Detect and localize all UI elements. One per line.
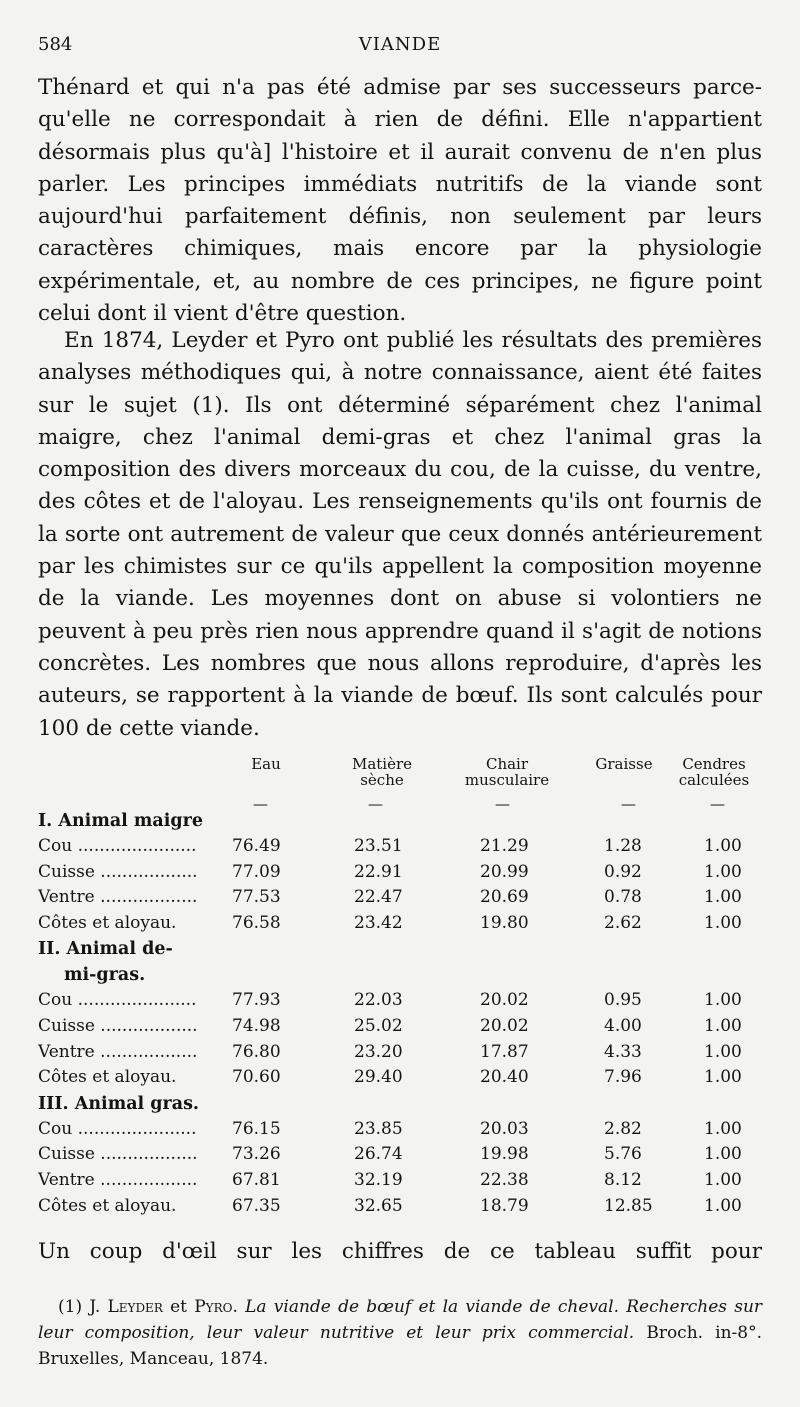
header-eau — [236, 756, 296, 772]
cell-chair: 19.98 — [480, 1144, 529, 1165]
group-heading — [38, 1091, 762, 1117]
cell-matiere: 22.47 — [354, 887, 403, 908]
cell-eau: 76.58 — [232, 912, 281, 933]
cell-chair: 19.80 — [480, 912, 529, 933]
paragraph-2: En 1874, Leyder et Pyro ont publié les résultats des premières analyses méthodiques qui, à notre connaissance, aient été faites sur le sujet (1). Ils ont déterminé séparément chez l'animal maigre, chez l'animal demi-gras et chez l'animal gras la composition des divers morceaux du cou, de la cuisse, du ventre, des côtes et de l'aloyau. Les renseignements qu'ils ont fournis de la sorte ont autrement de valeur que ceux donnés antérieurement par les chimistes sur ce qu'ils appellent la composition moyenne de la viande. Les moyennes dont on abuse si volontiers ne peuvent à peu près rien nous apprendre quand il s'agit de notions concrètes. Les nombres que nous allons reproduire, d'après les auteurs, se rapportent à la viande de bœuf. Ils sont calculés pour 100 de cette viande. — [38, 328, 762, 741]
cell-chair: 20.03 — [480, 1118, 529, 1139]
cell-chair: 22.38 — [480, 1169, 529, 1190]
cell-graisse: 0.78 — [604, 887, 642, 908]
header-chair-line1: Chair — [485, 755, 529, 773]
table-row — [38, 1040, 762, 1066]
row-label: Ventre ..... — [38, 1168, 198, 1194]
cell-matiere: 26.74 — [354, 1144, 403, 1165]
cell-eau: 73.26 — [232, 1144, 281, 1165]
row-label: Côtes et aloyau. — [38, 1067, 177, 1088]
cell-chair: 20.02 — [480, 1015, 529, 1036]
cell-cendres: 1.00 — [704, 1041, 742, 1062]
cell-eau: 77.93 — [232, 990, 281, 1011]
cell-cendres: 1.00 — [704, 1015, 742, 1036]
row-label: Ventre ..... — [38, 885, 198, 911]
cell-chair: 18.79 — [480, 1195, 529, 1216]
cell-eau: 67.35 — [232, 1195, 281, 1216]
cell-matiere: 25.02 — [354, 1015, 403, 1036]
cell-cendres: 1.00 — [704, 1118, 742, 1139]
cell-eau: 76.80 — [232, 1041, 281, 1062]
header-dash: — — [710, 795, 725, 813]
cell-cendres: 1.00 — [704, 836, 742, 856]
cell-graisse: 2.82 — [604, 1118, 642, 1139]
row-label: Ventre ..... — [38, 1040, 198, 1066]
footnote — [38, 1294, 762, 1372]
cell-chair: 17.87 — [480, 1041, 529, 1062]
cell-chair: 20.99 — [480, 861, 529, 882]
cell-cendres: 1.00 — [704, 887, 742, 908]
header-dash: — — [368, 795, 383, 813]
cell-graisse: 7.96 — [604, 1067, 642, 1088]
cell-matiere: 23.85 — [354, 1118, 403, 1139]
table-row — [38, 1014, 762, 1040]
footnote-title: La viande de bœuf et la viande de cheval. Recherches sur leur composition, leur valeur nutritive et leur prix commercial. — [38, 1297, 763, 1343]
footnote-details: Broch. in-8°. Bruxelles, Manceau, 1874. — [38, 1323, 763, 1369]
row-label: Cou ..... — [38, 988, 198, 1014]
cell-matiere: 23.20 — [354, 1041, 403, 1062]
table-row — [38, 988, 762, 1014]
cell-graisse: 8.12 — [604, 1169, 642, 1190]
cell-matiere: 22.91 — [354, 861, 403, 882]
row-label: Cuisse ..... — [38, 1014, 198, 1040]
cell-graisse: 4.33 — [604, 1041, 642, 1062]
running-title: VIANDE — [358, 34, 442, 55]
cell-cendres: 1.00 — [704, 1195, 742, 1216]
footnote-and: et — [162, 1297, 195, 1317]
cell-matiere: 22.03 — [354, 990, 403, 1011]
cell-graisse: 12.85 — [604, 1195, 653, 1216]
header-dash: — — [253, 795, 268, 813]
cell-eau: 76.15 — [232, 1118, 281, 1139]
row-label: Cou ..... — [38, 1117, 198, 1143]
cell-chair: 20.40 — [480, 1067, 529, 1088]
cell-matiere: 29.40 — [354, 1067, 403, 1088]
paragraph-3-text: Un coup d'œil sur les chiffres de ce tableau suffit pour — [38, 1239, 762, 1264]
cell-graisse: 1.28 — [604, 836, 642, 856]
header-cendres-line2: calculées — [678, 771, 750, 789]
cell-chair: 20.02 — [480, 990, 529, 1011]
footnote-author-2: Pyro. — [194, 1297, 238, 1317]
footnote-author-1: Leyder — [107, 1297, 163, 1317]
row-label: Côtes et aloyau. — [38, 1195, 177, 1216]
cell-matiere: 23.42 — [354, 912, 403, 933]
header-eau-text: Eau — [251, 755, 281, 773]
group-title: I. Animal maigre — [38, 811, 204, 831]
cell-cendres: 1.00 — [704, 861, 742, 882]
cell-cendres: 1.00 — [704, 912, 742, 933]
cell-chair: 20.69 — [480, 887, 529, 908]
cell-eau: 67.81 — [232, 1169, 281, 1190]
table-row — [38, 885, 762, 911]
cell-chair: 21.29 — [480, 836, 529, 856]
group-title: III. Animal gras. — [38, 1093, 200, 1114]
header-graisse — [586, 756, 662, 772]
table-row — [38, 1168, 762, 1194]
row-label: Côtes et aloyau. — [38, 912, 177, 933]
table-row — [38, 1194, 762, 1220]
cell-eau: 77.09 — [232, 861, 281, 882]
paragraph-1: Thénard et qui n'a pas été admise par ses successeurs parce-qu'elle ne correspondait à rien de défini. Elle n'appartient désormais plus qu'à] l'histoire et il aurait convenu de n'en plus parler. Les principes immédiats nutritifs de la viande sont aujourd'hui parfaitement définis, non seulement par leurs caractères chimiques, mais encore par la physiologie expérimentale, et, au nombre de ces principes, ne figure point celui dont il vient d'être question. — [38, 75, 762, 327]
cell-cendres: 1.00 — [704, 990, 742, 1011]
cell-graisse: 0.95 — [604, 990, 642, 1011]
header-matiere-line1: Matière — [351, 755, 413, 773]
cell-matiere: 32.19 — [354, 1169, 403, 1190]
table-header — [38, 755, 762, 813]
table-row — [38, 1065, 762, 1091]
cell-graisse: 2.62 — [604, 912, 642, 933]
cell-graisse: 5.76 — [604, 1144, 642, 1165]
table-row — [38, 860, 762, 886]
cell-graisse: 0.92 — [604, 861, 642, 882]
header-graisse-text: Graisse — [595, 755, 653, 773]
cell-eau: 77.53 — [232, 887, 281, 908]
footnote-marker: (1) J. — [58, 1297, 101, 1317]
cell-cendres: 1.00 — [704, 1067, 742, 1088]
cell-cendres: 1.00 — [704, 1144, 742, 1165]
paragraph-3 — [38, 1236, 762, 1268]
cell-matiere: 32.65 — [354, 1195, 403, 1216]
header-dash: — — [495, 795, 510, 813]
table-body — [38, 808, 762, 1219]
row-label: Cou ..... — [38, 834, 198, 860]
header-matiere-line2: sèche — [360, 771, 404, 789]
table-row — [38, 1117, 762, 1143]
row-label: Cuisse ..... — [38, 860, 198, 886]
cell-graisse: 4.00 — [604, 1015, 642, 1036]
header-matiere-seche — [332, 756, 432, 788]
table-row — [38, 1142, 762, 1168]
cell-eau: 70.60 — [232, 1067, 281, 1088]
cell-cendres: 1.00 — [704, 1169, 742, 1190]
cell-eau: 74.98 — [232, 1015, 281, 1036]
table-row — [38, 911, 762, 937]
group-heading — [38, 936, 762, 988]
header-cendres-calculees — [666, 756, 762, 788]
header-cendres-line1: Cendres — [682, 755, 746, 773]
header-dash: — — [621, 795, 636, 813]
header-chair-line2: musculaire — [464, 771, 550, 789]
group-title-line2: mi-gras. — [64, 965, 146, 986]
running-head — [38, 34, 762, 58]
cell-matiere: 23.51 — [354, 836, 403, 856]
page-number: 584 — [38, 34, 73, 55]
header-chair-musculaire — [444, 756, 570, 788]
row-label: Cuisse ..... — [38, 1142, 198, 1168]
group-title-line1: II. Animal de- — [38, 939, 173, 960]
cell-eau: 76.49 — [232, 836, 281, 856]
group-heading — [38, 808, 762, 834]
table-row — [38, 834, 762, 860]
